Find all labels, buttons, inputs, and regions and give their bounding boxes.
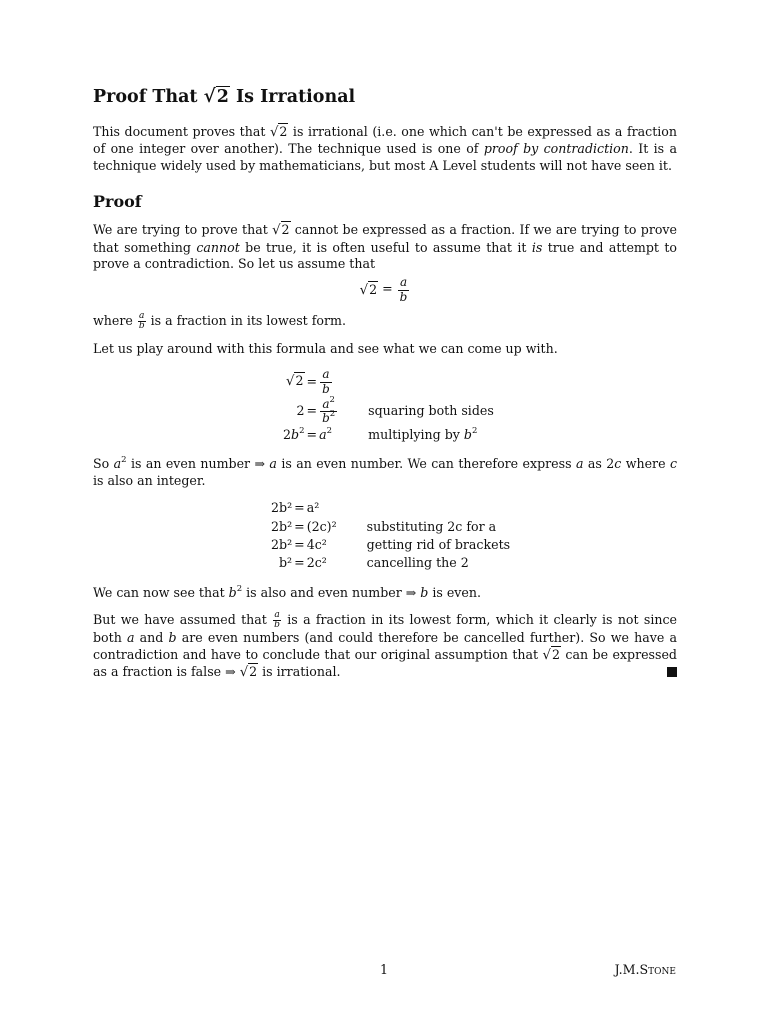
paragraph-text: is also an integer. <box>93 472 206 488</box>
page-number: 1 <box>379 962 388 977</box>
equals-sign: = <box>378 281 397 297</box>
fraction-numerator: a <box>398 276 410 290</box>
equals-sign: = <box>294 555 305 571</box>
sqrt-symbol: √2 <box>286 373 304 390</box>
equation-lhs: 2 <box>296 403 305 419</box>
title-text-end: Is Irrational <box>229 87 356 107</box>
sqrt-symbol: √2 <box>359 281 378 298</box>
paragraph-text: is a fraction in its lowest form, which it clearly is not since both <box>93 612 677 646</box>
equation-row <box>271 518 510 536</box>
equation-note: substituting 2c for a <box>366 518 497 534</box>
equation-rhs: 2c² <box>306 555 327 571</box>
equation-note <box>337 499 510 517</box>
equation-row <box>283 397 494 426</box>
sqrt-symbol: √2 <box>269 124 288 140</box>
equals-sign: = <box>306 403 318 419</box>
paragraph-text: We are trying to prove that <box>93 222 273 238</box>
intro-text: This document proves that <box>93 124 270 139</box>
paragraph-text: and <box>134 630 169 646</box>
fraction-numerator: a <box>320 368 332 382</box>
paragraph-text: is a fraction in its lowest form. <box>146 312 346 328</box>
variable: b <box>168 630 177 646</box>
equation-lhs: 2b² <box>271 518 293 534</box>
intro-paragraph <box>93 124 677 174</box>
fraction <box>320 394 337 425</box>
exponent: 2 <box>236 583 243 594</box>
equation-rhs: 4c² <box>306 537 327 553</box>
sqrt-symbol: √2 <box>542 646 560 663</box>
paragraph-text: cannot be expressed as a fraction. If we are trying to prove that something <box>93 222 677 255</box>
paragraph-text: We can now see that <box>93 584 229 600</box>
fraction-denominator <box>320 408 337 425</box>
variable: b <box>463 427 472 443</box>
paragraph-text: is irrational. <box>258 664 341 680</box>
equation-row <box>283 426 494 444</box>
equation-block-2 <box>271 499 510 573</box>
title-text-start: Proof That <box>93 87 204 107</box>
sqrt-radicand: 2 <box>216 87 229 107</box>
equation-note: squaring both sides <box>368 403 494 419</box>
equation-block-1 <box>283 367 494 444</box>
equation-note <box>338 426 494 444</box>
proof-paragraph-5 <box>93 585 677 601</box>
paragraph-text: So <box>93 456 114 472</box>
variable: b <box>291 427 300 443</box>
exponent: 2 <box>121 455 127 466</box>
fraction-numerator: a <box>274 610 280 621</box>
variable: a <box>113 456 122 472</box>
variable: b <box>322 410 330 425</box>
equals-sign: = <box>306 373 318 389</box>
paragraph-text: where <box>93 312 137 328</box>
proof-paragraph-6 <box>93 611 677 681</box>
fraction-denominator: b <box>274 620 280 631</box>
equation-rhs <box>319 394 338 426</box>
inline-fraction <box>138 312 146 331</box>
equation-row <box>271 536 510 554</box>
sqrt-radicand: 2 <box>369 281 378 297</box>
author-name: J.M.Stone <box>614 962 676 977</box>
inline-fraction <box>273 611 281 630</box>
paragraph-text: is an even number. We can therefore express <box>276 456 576 472</box>
sqrt-symbol: √2 <box>203 86 229 107</box>
variable: b <box>420 584 429 600</box>
fraction-denominator: b <box>399 289 408 304</box>
equation-rhs <box>319 367 338 396</box>
equation-lhs: 2b² <box>271 500 293 516</box>
paragraph-text: But we have assumed that <box>93 612 273 628</box>
emphasis-text: proof by contradiction <box>483 141 629 157</box>
variable: a <box>322 396 330 411</box>
variable: a <box>269 456 277 472</box>
paragraph-text: can be expressed as a fraction is false ⇒ <box>93 646 677 680</box>
emphasis-text: is <box>531 239 543 255</box>
sqrt-radicand: 2 <box>281 222 290 238</box>
intro-text: . It is a technique widely used by mathematicians, but most A Level students will not have seen it. <box>93 141 677 173</box>
equation-rhs: (2c)² <box>306 518 337 534</box>
proof-paragraph-2 <box>93 312 677 331</box>
paragraph-text: is even. <box>428 584 481 600</box>
paragraph-text: where <box>621 456 670 472</box>
display-equation <box>93 276 677 303</box>
sqrt-symbol: √2 <box>272 222 290 239</box>
paragraph-text: are even numbers (and could therefore be cancelled further). So we have a contradiction and have to conclude that our original assumption that <box>93 630 677 662</box>
equation-rhs <box>319 426 338 444</box>
exponent: 2 <box>299 425 305 436</box>
equals-sign: = <box>306 427 318 443</box>
equation-note <box>338 367 494 396</box>
equals-sign: = <box>294 518 305 534</box>
variable: a <box>319 427 327 443</box>
proof-paragraph-4 <box>93 456 677 489</box>
exponent: 2 <box>329 394 335 405</box>
equation-lhs <box>283 426 305 444</box>
paragraph-text: as 2 <box>583 456 615 472</box>
equation-row <box>271 554 510 572</box>
fraction <box>398 276 410 303</box>
paragraph-text: is an even number ⇒ <box>126 456 270 472</box>
proof-paragraph-3: Let us play around with this formula and see what we can come up with. <box>93 340 558 356</box>
sqrt-radicand: 2 <box>279 124 288 139</box>
fraction <box>320 368 332 395</box>
qed-square-icon <box>667 667 677 677</box>
equals-sign: = <box>294 500 305 516</box>
paragraph-text: is also and even number ⇒ <box>242 584 421 600</box>
equation-lhs: b² <box>279 555 293 571</box>
equation-row <box>271 499 510 517</box>
document-body <box>93 84 677 692</box>
fraction-denominator: b <box>322 381 330 396</box>
variable: c <box>614 456 622 472</box>
emphasis-text: cannot <box>196 239 240 255</box>
exponent: 2 <box>329 408 336 419</box>
proof-paragraph-1 <box>93 222 677 272</box>
document-title <box>93 84 677 110</box>
exponent: 2 <box>471 425 478 436</box>
variable: c <box>669 456 677 472</box>
section-heading-proof: Proof <box>93 192 142 212</box>
equation-lhs <box>283 367 305 396</box>
coefficient: 2 <box>283 427 292 443</box>
equation-note: getting rid of brackets <box>366 537 511 553</box>
equation-row <box>283 367 494 396</box>
equation-lhs: 2b² <box>271 537 293 553</box>
paragraph-text: be true, it is often useful to assume that it <box>239 239 532 255</box>
note-text: multiplying by <box>368 427 464 443</box>
sqrt-symbol: √2 <box>239 664 258 681</box>
fraction-numerator: a <box>139 310 145 321</box>
sqrt-radicand: 2 <box>249 664 258 680</box>
fraction-denominator: b <box>138 320 145 331</box>
equation-rhs: a² <box>306 500 320 516</box>
variable: a <box>126 630 135 646</box>
intro-text: is irrational (i.e. one which can't be expressed as a fraction of one integer over another). The technique used is one of <box>93 124 677 157</box>
sqrt-radicand: 2 <box>551 646 560 662</box>
variable: b <box>228 584 237 600</box>
sqrt-radicand: 2 <box>295 373 304 389</box>
variable: a <box>575 456 584 472</box>
paragraph-text: true and attempt to prove a contradiction. So let us assume that <box>93 239 677 272</box>
exponent: 2 <box>326 425 332 436</box>
equals-sign: = <box>294 537 305 553</box>
equation-note: cancelling the 2 <box>366 555 469 571</box>
